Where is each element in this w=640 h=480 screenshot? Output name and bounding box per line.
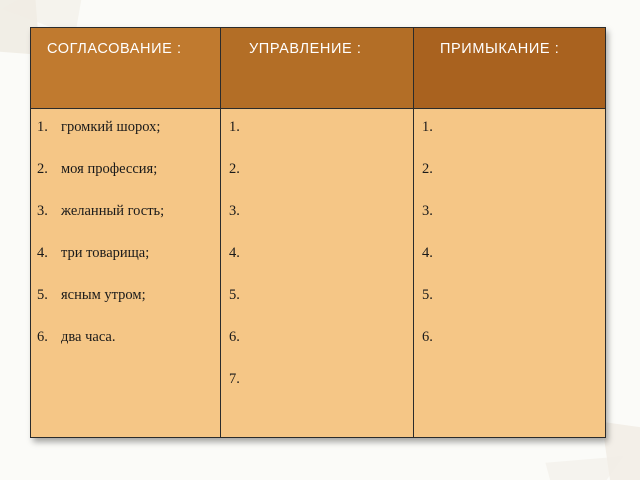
list-item: 2. моя профессия; [37,161,158,177]
header-label: ПРИМЫКАНИЕ : [440,41,560,57]
list-item: 3. [422,203,433,219]
list-item: 1. [229,119,240,135]
header-label: СОГЛАСОВАНИЕ : [47,41,182,57]
list-item: 6. [422,329,433,345]
list-item: 6. два часа. [37,329,116,345]
cell-agreement-list [31,109,221,438]
phrase-types-table [30,27,606,438]
blank-list [221,109,413,413]
header-cell-adjunction [414,28,606,109]
list-item: 6. [229,329,240,345]
header-cell-agreement [31,28,221,109]
table-body-row [31,109,606,438]
list-item: 4. [229,245,240,261]
header-cell-government [221,28,414,109]
list-item: 4. [422,245,433,261]
phrase-list [31,109,220,371]
list-item: 4. три товарища; [37,245,150,261]
cell-government-list [221,109,414,438]
list-item: 2. [229,161,240,177]
header-label: УПРАВЛЕНИЕ : [249,41,362,57]
list-item: 3. [229,203,240,219]
blank-list [414,109,605,371]
list-item: 3. желанный гость; [37,203,165,219]
list-item: 1. [422,119,433,135]
list-item: 5. [229,287,240,303]
table-header-row [31,28,606,109]
list-item: 7. [229,371,240,387]
table-container [30,27,605,438]
list-item: 5. [422,287,433,303]
list-item: 2. [422,161,433,177]
list-item: 5. ясным утром; [37,287,146,303]
list-item: 1. громкий шорох; [37,119,161,135]
cell-adjunction-list [414,109,606,438]
